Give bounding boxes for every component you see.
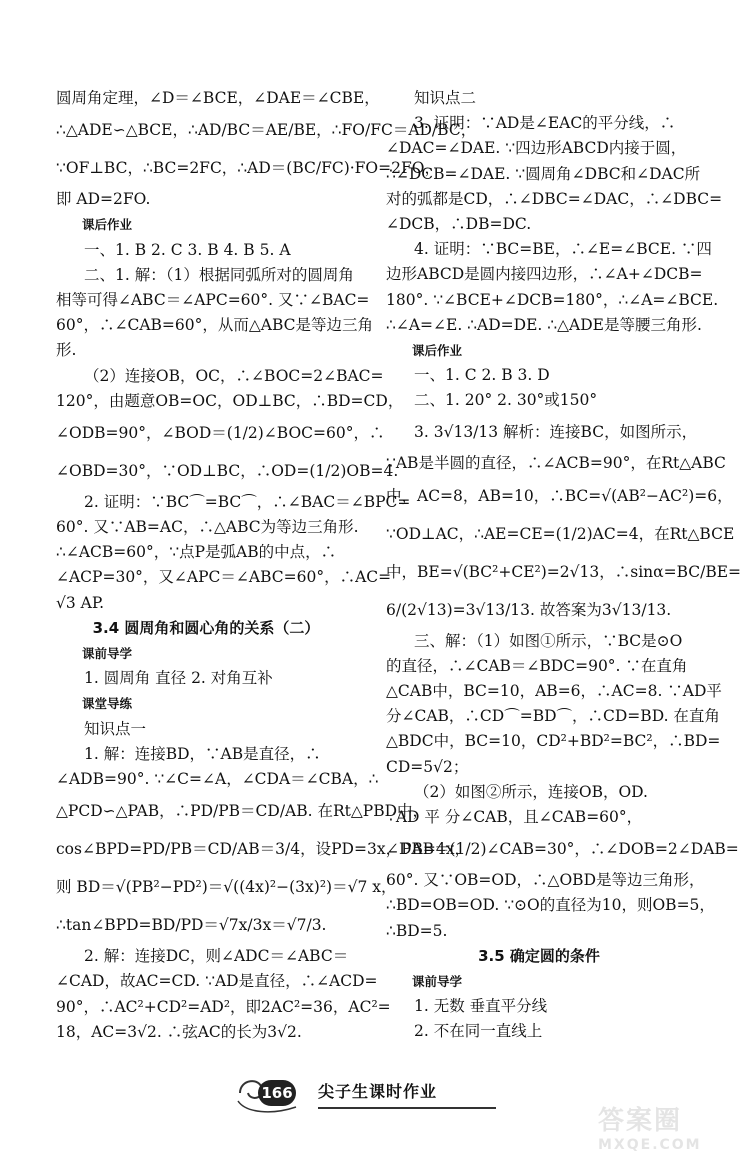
text-line: 一、1. B 2. C 3. B 4. B 5. A bbox=[84, 240, 291, 259]
text-line: 中，BE=√(BC²+CE²)=2√13，∴sinα=BC/BE= bbox=[386, 562, 742, 581]
text-line: 6/(2√13)=3√13/13. 故答案为3√13/13. bbox=[386, 600, 672, 619]
text-line: △CAB中，BC=10，AB=6，∴AC=8. ∵AD平 bbox=[386, 682, 722, 700]
text-line: 60°. 又∵OB=OD，∴△OBD是等边三角形， bbox=[386, 871, 705, 890]
right-column bbox=[386, 86, 742, 1044]
text-line: 分∠CAB，∴CD⌒=BD⌒，∴CD=BD. 在直角 bbox=[386, 707, 720, 726]
page-number: 166 bbox=[258, 1080, 296, 1106]
section-title: 3.4 圆周角和圆心角的关系（二） bbox=[92, 618, 320, 637]
text-line: ∵AD 平 分∠CAB，且∠CAB=60°， bbox=[386, 807, 643, 826]
text-line: 18，AC=3√2. ∴弦AC的长为3√2. bbox=[56, 1022, 302, 1041]
text-line: 1. 无数 垂直平分线 bbox=[414, 997, 548, 1016]
text-line: 2. 解：连接DC，则∠ADC＝∠ABC＝ bbox=[84, 947, 349, 966]
text-line: ∠CAD，故AC=CD. ∵AD是直径，∴∠ACD= bbox=[56, 972, 378, 991]
text-line: CD=5√2； bbox=[386, 757, 469, 776]
text-line: ∴∠ACB=60°，∵点P是弧AB的中点，∴ bbox=[56, 543, 337, 562]
text-line: ∠ADB=90°. ∵∠C=∠A，∠CDA＝∠CBA，∴ bbox=[56, 769, 379, 788]
section-label: 课堂导练 bbox=[82, 696, 133, 712]
text-line: 1. 解：连接BD，∵AB是直径，∴ bbox=[84, 744, 321, 763]
text-line: 形. bbox=[56, 341, 77, 360]
text-line: 120°，由题意OB=OC，OD⊥BC，∴BD=CD， bbox=[56, 391, 404, 410]
watermark-logo bbox=[598, 1100, 738, 1152]
text-line: △BDC中，BC=10，CD²+BD²=BC²，∴BD= bbox=[386, 732, 721, 751]
text-line: （2）连接OB，OC，∴∠BOC=2∠BAC= bbox=[84, 366, 384, 385]
page-footer bbox=[232, 1071, 522, 1121]
watermark-text: 答案圈 bbox=[598, 1106, 683, 1136]
text-line: 4. 证明：∵BC=BE，∴∠E=∠BCE. ∵四 bbox=[414, 240, 712, 259]
text-line: 则 BD＝√(PB²−PD²)＝√((4x)²−(3x)²)＝√7 x， bbox=[56, 878, 397, 897]
text-line: √3 AP. bbox=[56, 593, 105, 612]
text-line: ∠DAB＝(1/2)∠CAB=30°，∴∠DOB=2∠DAB= bbox=[386, 840, 739, 859]
text-line: 一、1. C 2. B 3. D bbox=[414, 366, 550, 385]
text-line: 知识点一 bbox=[84, 719, 147, 738]
text-line: ∵OF⊥BC，∴BC=2FC，∴AD＝(BC/FC)·FO=2FO， bbox=[56, 159, 440, 178]
section-title: 3.5 确定圆的条件 bbox=[478, 946, 600, 965]
text-line: 3. 3√13/13 解析：连接BC，如图所示， bbox=[414, 423, 698, 442]
text-line: cos∠BPD=PD/PB＝CD/AB＝3/4，设PD=3x，PB=4x， bbox=[56, 840, 470, 859]
text-line: 即 AD=2FO. bbox=[56, 190, 151, 209]
text-line: 三、解：（1）如图①所示，∵BC是⊙O bbox=[414, 631, 683, 650]
text-line: ∠OBD=30°，∵OD⊥BC，∴OD=(1/2)OB=4. bbox=[56, 461, 399, 480]
text-line: 3. 证明：∵AD是∠EAC的平分线，∴ bbox=[414, 114, 676, 133]
section-label: 课前导学 bbox=[412, 973, 463, 989]
text-line: ∴∠DCB=∠DAE. ∵圆周角∠DBC和∠DAC所 bbox=[386, 164, 701, 183]
text-line: ∴BD=5. bbox=[386, 921, 448, 940]
text-line: （2）如图②所示，连接OB，OD. bbox=[414, 782, 648, 801]
text-line: ∵OD⊥AC，∴AE=CE=(1/2)AC=4，在Rt△BCE bbox=[386, 524, 735, 543]
text-line: △PCD∽△PAB，∴PD/PB＝CD/AB. 在Rt△PBD中， bbox=[56, 802, 429, 821]
text-line: 2. 证明：∵BC⌒=BC⌒，∴∠BAC＝∠BPC= bbox=[84, 492, 411, 511]
text-line: 60°. 又∵AB=AC，∴△ABC为等边三角形. bbox=[56, 518, 359, 537]
text-line: 中，AC=8，AB=10，∴BC=√(AB²−AC²)=6， bbox=[386, 486, 733, 505]
text-line: 知识点二 bbox=[414, 89, 477, 107]
section-label: 课前导学 bbox=[82, 646, 133, 661]
book-title: 尖子生课时作业 bbox=[318, 1082, 438, 1101]
footer-rule bbox=[318, 1107, 496, 1109]
watermark-url: MXQE.COM bbox=[598, 1137, 702, 1153]
text-line: 1. 圆周角 直径 2. 对角互补 bbox=[84, 669, 273, 688]
text-line: ∠ACP=30°，又∠APC＝∠ABC=60°，∴AC= bbox=[56, 568, 392, 587]
text-line: 边形ABCD是圆内接四边形，∴∠A+∠DCB= bbox=[386, 265, 703, 284]
text-line: ∴BD=OB=OD. ∵⊙O的直径为10，则OB=5， bbox=[386, 896, 715, 915]
section-label: 课后作业 bbox=[82, 217, 133, 233]
text-line: 180°. ∵∠BCE+∠DCB=180°，∴∠A=∠BCE. bbox=[386, 290, 719, 309]
text-line: ∠ODB=90°，∠BOD＝(1/2)∠BOC=60°，∴ bbox=[56, 423, 385, 442]
text-line: 90°，∴AC²+CD²=AD²，即2AC²=36，AC²= bbox=[56, 997, 391, 1016]
text-line: 相等可得∠ABC＝∠APC=60°. 又∵∠BAC= bbox=[56, 290, 370, 309]
text-line: ∠DAC=∠DAE. ∵四边形ABCD内接于圆， bbox=[386, 139, 687, 158]
section-label: 课后作业 bbox=[412, 342, 463, 358]
text-line: 圆周角定理，∠D＝∠BCE，∠DAE＝∠CBE， bbox=[56, 89, 380, 107]
text-line: 2. 不在同一直线上 bbox=[414, 1022, 543, 1041]
text-line: ∵AB是半圆的直径，∴∠ACB=90°，在Rt△ABC bbox=[386, 454, 726, 473]
text-line: ∠DCB，∴DB=DC. bbox=[386, 214, 532, 233]
text-line: ∴tan∠BPD=BD/PD＝√7x/3x＝√7/3. bbox=[56, 916, 327, 935]
text-line: 二、1. 20° 2. 30°或150° bbox=[414, 391, 598, 410]
text-line: 的直径，∴∠CAB＝∠BDC=90°. ∵在直角 bbox=[386, 656, 688, 675]
text-line: ∴△ADE∽△BCE，∴AD/BC＝AE/BE，∴FO/FC＝AD/BC， bbox=[56, 121, 477, 140]
text-line: ∴∠A=∠E. ∴AD=DE. ∴△ADE是等腰三角形. bbox=[386, 315, 702, 334]
text-line: 60°，∴∠CAB=60°，从而△ABC是等边三角 bbox=[56, 316, 374, 335]
text-line: 对的弧都是CD，∴∠DBC=∠DAC，∴∠DBC= bbox=[386, 189, 723, 208]
text-line: 二、1. 解：（1）根据同弧所对的圆周角 bbox=[84, 265, 354, 284]
